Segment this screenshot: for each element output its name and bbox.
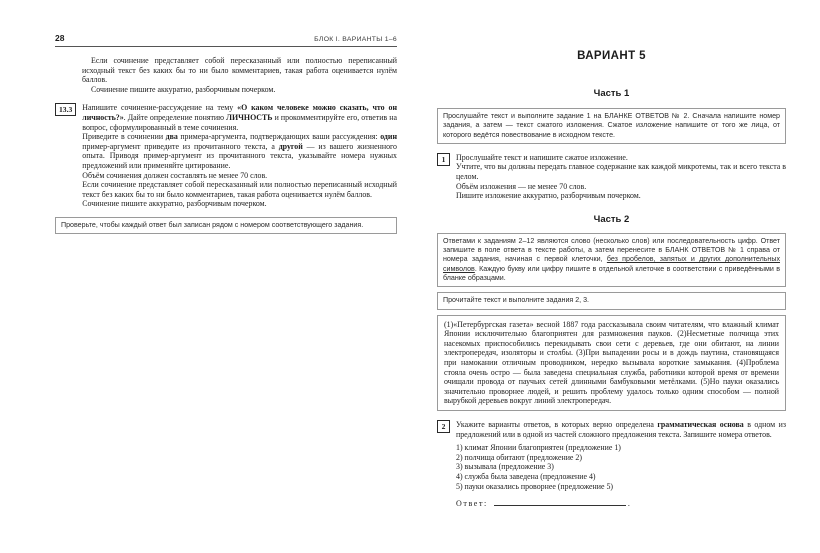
option-item: 4) служба была заведена (предложение 4) [456, 471, 596, 481]
running-header [55, 33, 397, 47]
paragraph: Сочинение пишите аккуратно, разборчивым почерком. [82, 199, 267, 209]
paragraph: Напишите сочинение-рассуждение на тему «О каком человеке можно сказать, что он личность?». Дайте определение понятию ЛИЧНОСТЬ и прокомментируйте его, ответив на вопрос, сформулированный в теме сочинения. [82, 103, 397, 132]
running-header-title: БЛОК I. ВАРИАНТЫ 1–6 [314, 36, 397, 43]
paragraph: Если сочинение представляет собой пересказанный или полностью переписанный исходный текст без каких бы то ни было комментариев, такая работа оценивается нулём баллов. [82, 56, 397, 85]
right-page [437, 50, 786, 509]
answer-row [456, 498, 786, 509]
task-1-body [456, 153, 786, 201]
task-continuation-text [82, 56, 397, 94]
task-number-badge: 2 [437, 420, 450, 433]
paragraph: Учтите, что вы должны передать главное содержание как каждой микротемы, так и всего текста в целом. [456, 162, 786, 182]
part1-instruction-box: Прослушайте текст и выполните задание 1 на БЛАНКЕ ОТВЕТОВ № 2. Сначала напишите номер задания, а затем — текст сжатого изложения. Сжатое изложение напишите от того же лица, от которого ведётся повествование в исходном тексте. [437, 108, 786, 144]
paragraph: Объём изложения — не менее 70 слов. [456, 181, 587, 191]
paragraph: Прослушайте текст и напишите сжатое изложение. [456, 152, 628, 162]
passage-text: (1)«Петербургская газета» весной 1887 года рассказывала своим читателям, что влажный климат Японии исключительно благоприятен для размножения пауков. (2)Несметные полчища этих насекомых приспособились перекидывать свои сети с деревьев, где они обитают, на линии электропередач, изоляторы и столбы. (3)При выпадении росы и в дождь паутина, становящаяся при намокании отличным проводником, нередко вызывала короткие замыкания. (4)Проблема стояла очень остро — была заведена специальная служба, работники которой время от времени очищали провода от паучьих сетей длинными бамбуковыми метёлками. (5)Но пауки оказались значительно проворнее людей, и решить проблему удалось только одним способом — полной вырубкой деревьев вокруг линий электропередач. [444, 319, 779, 406]
paragraph: Объём сочинения должен составлять не менее 70 слов. [82, 170, 268, 180]
check-answers-note-box: Проверьте, чтобы каждый ответ был записан рядом с номером соответствующего задания. [55, 217, 397, 234]
task-2-options [456, 443, 786, 491]
read-text-instruction-box: Прочитайте текст и выполните задания 2, 3. [437, 292, 786, 309]
part2-heading: Часть 2 [593, 213, 630, 225]
option-item: 5) пауки оказались проворнее (предложение 5) [456, 481, 614, 491]
task-2-prompt: Укажите варианты ответов, в которых верно определена грамматическая основа в одном из предложений или в одной из частей сложного предложения текста. Запишите номера ответов. [456, 419, 786, 439]
option-item: 3) вызывала (предложение 3) [456, 462, 554, 472]
task-13-3 [55, 103, 397, 209]
option-item: 2) полчища обитают (предложение 2) [456, 452, 582, 462]
option-item: 1) климат Японии благоприятен (предложение 1) [456, 443, 621, 453]
answer-blank-line [494, 498, 626, 506]
task-number-badge: 13.3 [55, 103, 76, 116]
variant-title: ВАРИАНТ 5 [577, 50, 646, 62]
part1-heading: Часть 1 [593, 88, 630, 99]
paragraph: Если сочинение представляет собой пересказанный или полностью переписанный исходный текст без каких бы то ни было комментариев, такая работа оценивается нулём баллов. [82, 180, 397, 199]
paragraph: Пишите изложение аккуратно, разборчивым почерком. [456, 191, 641, 201]
paragraph: Сочинение пишите аккуратно, разборчивым почерком. [91, 84, 276, 94]
task-2-body [456, 420, 786, 509]
part2-instruction-box: Ответами к заданиям 2–12 являются слово (несколько слов) или последовательность цифр. Ответ запишите в поле ответа в тексте работы, а затем перенесите в БЛАНК ОТВЕТОВ № 1 справа от номера задания, начиная с первой клеточки, без пробелов, запятых и других дополнительных символов. Каждую букву или цифру пишите в отдельной клеточке в соответствии с приведёнными в бланке образцами. [437, 233, 786, 287]
paragraph: Приведите в сочинении два примера-аргумента, подтверждающих ваши рассуждения: один пример-аргумент приведите из прочитанного текста, а другой — из вашего жизненного опыта. Приводя пример-аргумент из прочитанного текста, указывайте номера нужных предложений или применяйте цитирование. [82, 132, 398, 170]
passage-box [437, 315, 786, 411]
answer-label: Ответ: [456, 499, 488, 509]
page-number: 28 [55, 33, 65, 43]
left-page [55, 33, 397, 234]
task-number-badge: 1 [437, 153, 450, 166]
answer-suffix: . [627, 499, 630, 509]
task-1 [437, 153, 786, 201]
task-13-3-body [82, 103, 397, 209]
task-2 [437, 420, 786, 509]
